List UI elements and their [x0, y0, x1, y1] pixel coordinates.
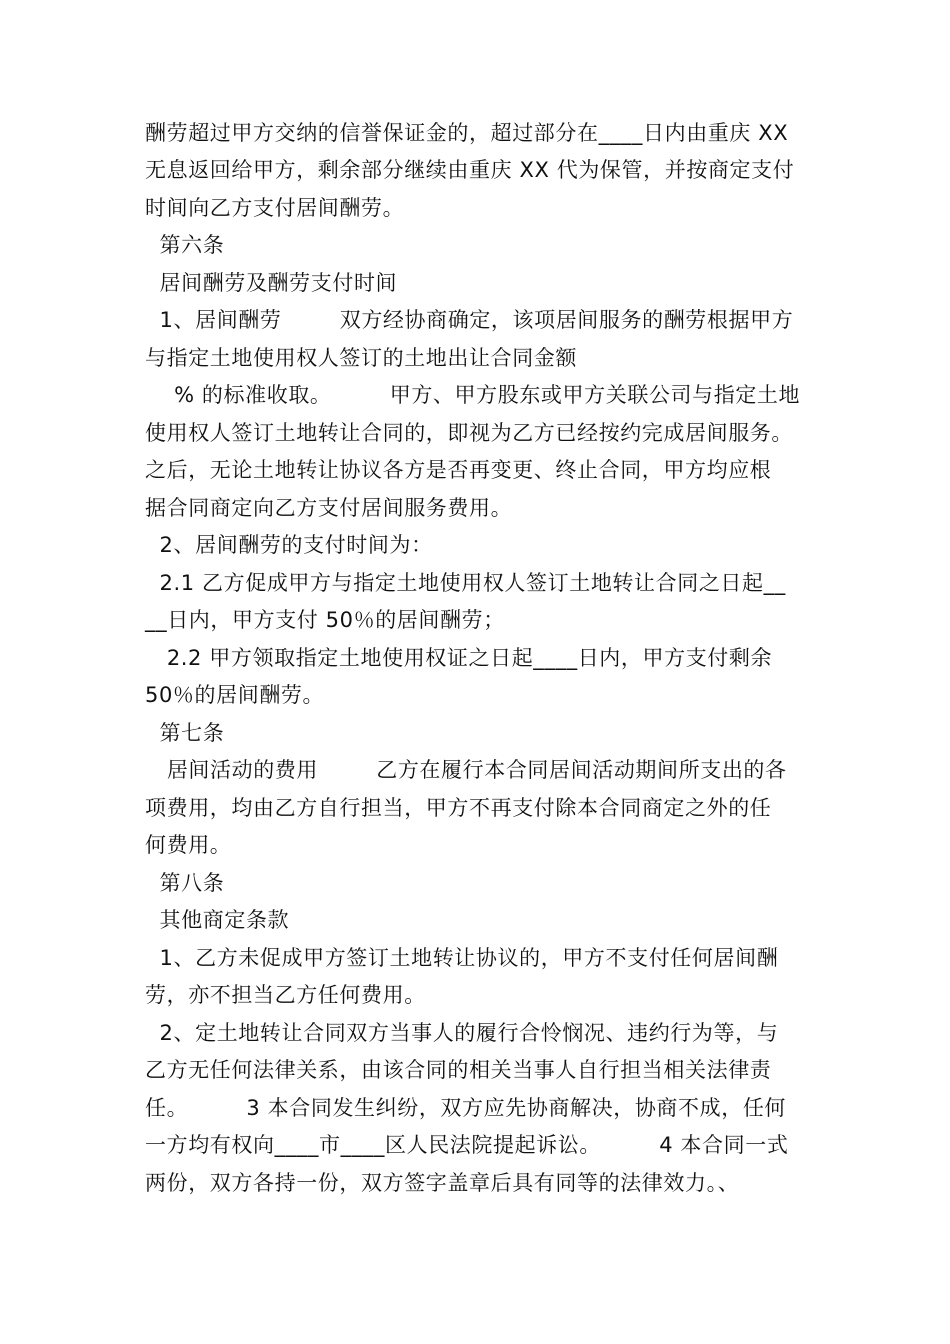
- article-heading: 第八条: [145, 871, 225, 895]
- text-line: 居间活动的费用 乙方在履行本合同居间活动期间所支出的各: [145, 758, 787, 782]
- text-line: 之后，无论土地转让协议各方是否再变更、终止合同，甲方均应根: [145, 458, 772, 482]
- text-line: 与指定土地使用权人签订的土地出让合同金额: [145, 346, 577, 370]
- article-title: 其他商定条款: [145, 908, 290, 932]
- text-line: 乙方无任何法律关系，由该合同的相关当事人自行担当相关法律责: [145, 1058, 772, 1082]
- text-line: __日内，甲方支付 50％的居间酬劳；: [145, 608, 505, 632]
- text-line: 一方均有权向____市____区人民法院提起诉讼。 4 本合同一式: [145, 1133, 789, 1157]
- text-line: 50％的居间酬劳。: [145, 683, 325, 707]
- text-line: 2、居间酬劳的支付时间为：: [145, 533, 433, 557]
- text-line: 项费用，均由乙方自行担当，甲方不再支付除本合同商定之外的任: [145, 796, 772, 820]
- text-line: % 的标准收取。 甲方、甲方股东或甲方关联公司与指定土地: [145, 383, 801, 407]
- text-line: 劳，亦不担当乙方任何费用。: [145, 983, 426, 1007]
- text-line: 任。 3 本合同发生纠纷，双方应先协商解决，协商不成，任何: [145, 1096, 787, 1120]
- text-line: 酬劳超过甲方交纳的信誉保证金的，超过部分在____日内由重庆 XX: [145, 121, 789, 145]
- text-line: 何费用。: [145, 833, 232, 857]
- text-line: 2.1 乙方促成甲方与指定土地使用权人签订土地转让合同之日起__: [145, 571, 786, 595]
- text-line: 时间向乙方支付居间酬劳。: [145, 196, 405, 220]
- text-line: 据合同商定向乙方支付居间服务费用。: [145, 496, 513, 520]
- text-line: 使用权人签订土地转让合同的，即视为乙方已经按约完成居间服务。: [145, 421, 793, 445]
- text-line: 无息返回给甲方，剩余部分继续由重庆 XX 代为保管，并按商定支付: [145, 158, 795, 182]
- text-line: 两份，双方各持一份，双方签字盖章后具有同等的法律效力。、: [145, 1171, 740, 1195]
- text-line: 2.2 甲方领取指定土地使用权证之日起____日内，甲方支付剩余: [145, 646, 773, 670]
- article-title: 居间酬劳及酬劳支付时间: [145, 271, 398, 295]
- article-heading: 第六条: [145, 233, 225, 257]
- text-line: 1、乙方未促成甲方签订土地转让协议的，甲方不支付任何居间酬: [145, 946, 779, 970]
- article-heading: 第七条: [145, 721, 225, 745]
- text-line: 1、居间酬劳 双方经协商确定，该项居间服务的酬劳根据甲方: [145, 308, 794, 332]
- text-line: 2、定土地转让合同双方当事人的履行合怜悯况、违约行为等，与: [145, 1021, 779, 1045]
